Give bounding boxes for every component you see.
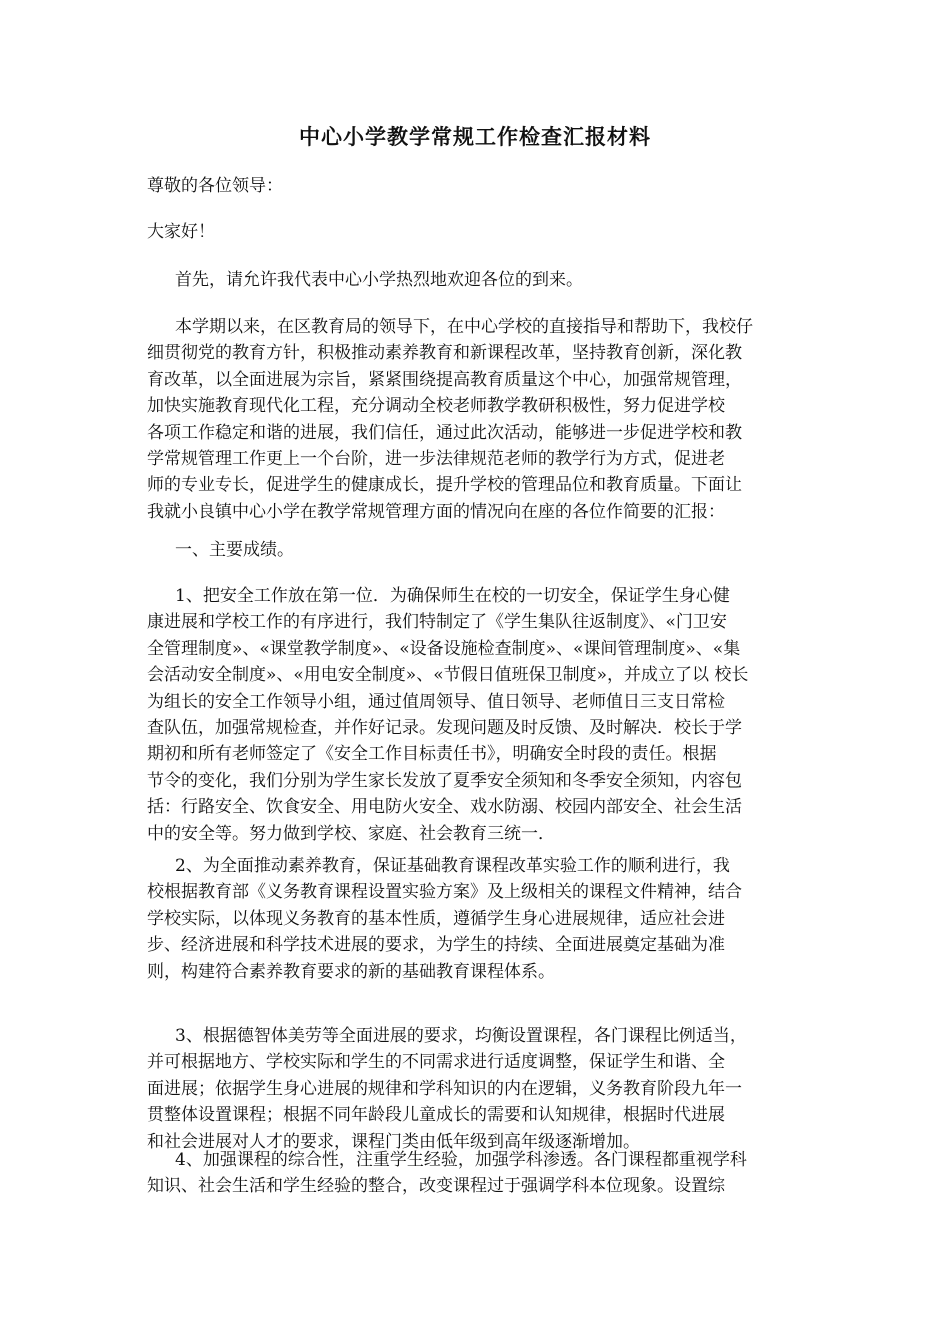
item-2-line: 则，构建符合素养教育要求的新的基础教育课程体系。 [147, 961, 555, 982]
item-1-line: 全管理制度»、«课堂教学制度»、«设备设施检查制度»、«课间管理制度»、«集 [147, 638, 741, 659]
item-1-line: 中的安全等。努力做到学校、家庭、社会教育三统一． [147, 823, 555, 844]
intro-line: 学常规管理工作更上一个台阶，进一步法律规范老师的教学行为方式，促进老 [147, 449, 725, 470]
item-1-line: 节令的变化，我们分别为学生家长发放了夏季安全须知和冬季安全须知，内容包 [147, 770, 742, 791]
item-1-line: 期初和所有老师签定了《安全工作目标责任书》，明确安全时段的责任。根据 [147, 744, 717, 765]
item-1-line: 康进展和学校工作的有序进行，我们特制定了《学生集队往返制度》、«门卫安 [147, 612, 727, 633]
item-1-line: 会活动安全制度»、«用电安全制度»、«节假日值班保卫制度»，并成立了以 校长 [147, 665, 749, 686]
item-3-paragraph [147, 1023, 807, 1155]
item-4-line: 知识、社会生活和学生经验的整合，改变课程过于强调学科本位现象。设置综 [147, 1176, 725, 1197]
item-3-line: 3、根据德智体美劳等全面进展的要求，均衡设置课程，各门课程比例适当， [175, 1026, 747, 1046]
item-3-line: 并可根据地方、学校实际和学生的不同需求进行适度调整，保证学生和谐、全 [147, 1052, 725, 1073]
item-3-line: 面进展；依据学生身心进展的规律和学科知识的内在逻辑，义务教育阶段九年一 [147, 1078, 742, 1099]
intro-paragraph [147, 314, 807, 525]
item-2-paragraph [147, 853, 807, 985]
item-1-line: 1、把安全工作放在第一位．为确保师生在校的一切安全，保证学生身心健 [175, 586, 730, 606]
item-2-line: 学校实际，以体现义务教育的基本性质，遵循学生身心进展规律，适应社会进 [147, 908, 725, 929]
welcome-paragraph: 首先，请允许我代表中心小学热烈地欢迎各位的到来。 [175, 270, 583, 290]
item-1-line: 查队伍，加强常规检查，并作好记录。发现问题及时反馈、及时解决．校长于学 [147, 718, 742, 739]
item-1-paragraph [147, 583, 807, 847]
intro-line: 我就小良镇中心小学在教学常规管理方面的情况向在座的各位作简要的汇报： [147, 501, 725, 522]
intro-line: 本学期以来，在区教育局的领导下，在中心学校的直接指导和帮助下，我校仔 [175, 317, 753, 337]
item-2-line: 步、经济进展和科学技术进展的要求，为学生的持续、全面进展奠定基础为准 [147, 935, 725, 956]
item-4-line: 4、加强课程的综合性，注重学生经验，加强学科渗透。各门课程都重视学科 [175, 1150, 747, 1170]
item-1-line: 为组长的安全工作领导小组，通过值周领导、值日领导、老师值日三支日常检 [147, 691, 725, 712]
greeting-line: 尊敬的各位领导： [147, 176, 283, 196]
intro-line: 各项工作稳定和谐的进展，我们信任，通过此次活动，能够进一步促进学校和教 [147, 422, 742, 443]
intro-line: 育改革，以全面进展为宗旨，紧紧围绕提高教育质量这个中心，加强常规管理， [147, 369, 742, 390]
intro-line: 师的专业专长，促进学生的健康成长，提升学校的管理品位和教育质量。下面让 [147, 475, 742, 496]
item-4-paragraph [147, 1147, 807, 1200]
item-2-line: 校根据教育部《义务教育课程设置实验方案》及上级相关的课程文件精神，结合 [147, 882, 742, 903]
item-2-line: 2、为全面推动素养教育，保证基础教育课程改革实验工作的顺利进行，我 [175, 856, 730, 876]
intro-line: 细贯彻党的教育方针，积极推动素养教育和新课程改革，坚持教育创新，深化教 [147, 343, 742, 364]
intro-line: 加快实施教育现代化工程，充分调动全校老师教学教研积极性，努力促进学校 [147, 396, 725, 417]
item-3-line: 贯整体设置课程；根据不同年龄段儿童成长的需要和认知规律，根据时代进展 [147, 1105, 725, 1126]
item-3-line: 和社会进展对人才的要求，课程门类由低年级到高年级逐渐增加。 [147, 1131, 640, 1152]
section-heading: 一、主要成绩。 [175, 540, 294, 560]
document-title: 中心小学教学常规工作检查汇报材料 [299, 125, 651, 149]
item-1-line: 括：行路安全、饮食安全、用电防火安全、戏水防溺、校园内部安全、社会生活 [147, 797, 742, 818]
hello-line: 大家好！ [147, 222, 215, 242]
